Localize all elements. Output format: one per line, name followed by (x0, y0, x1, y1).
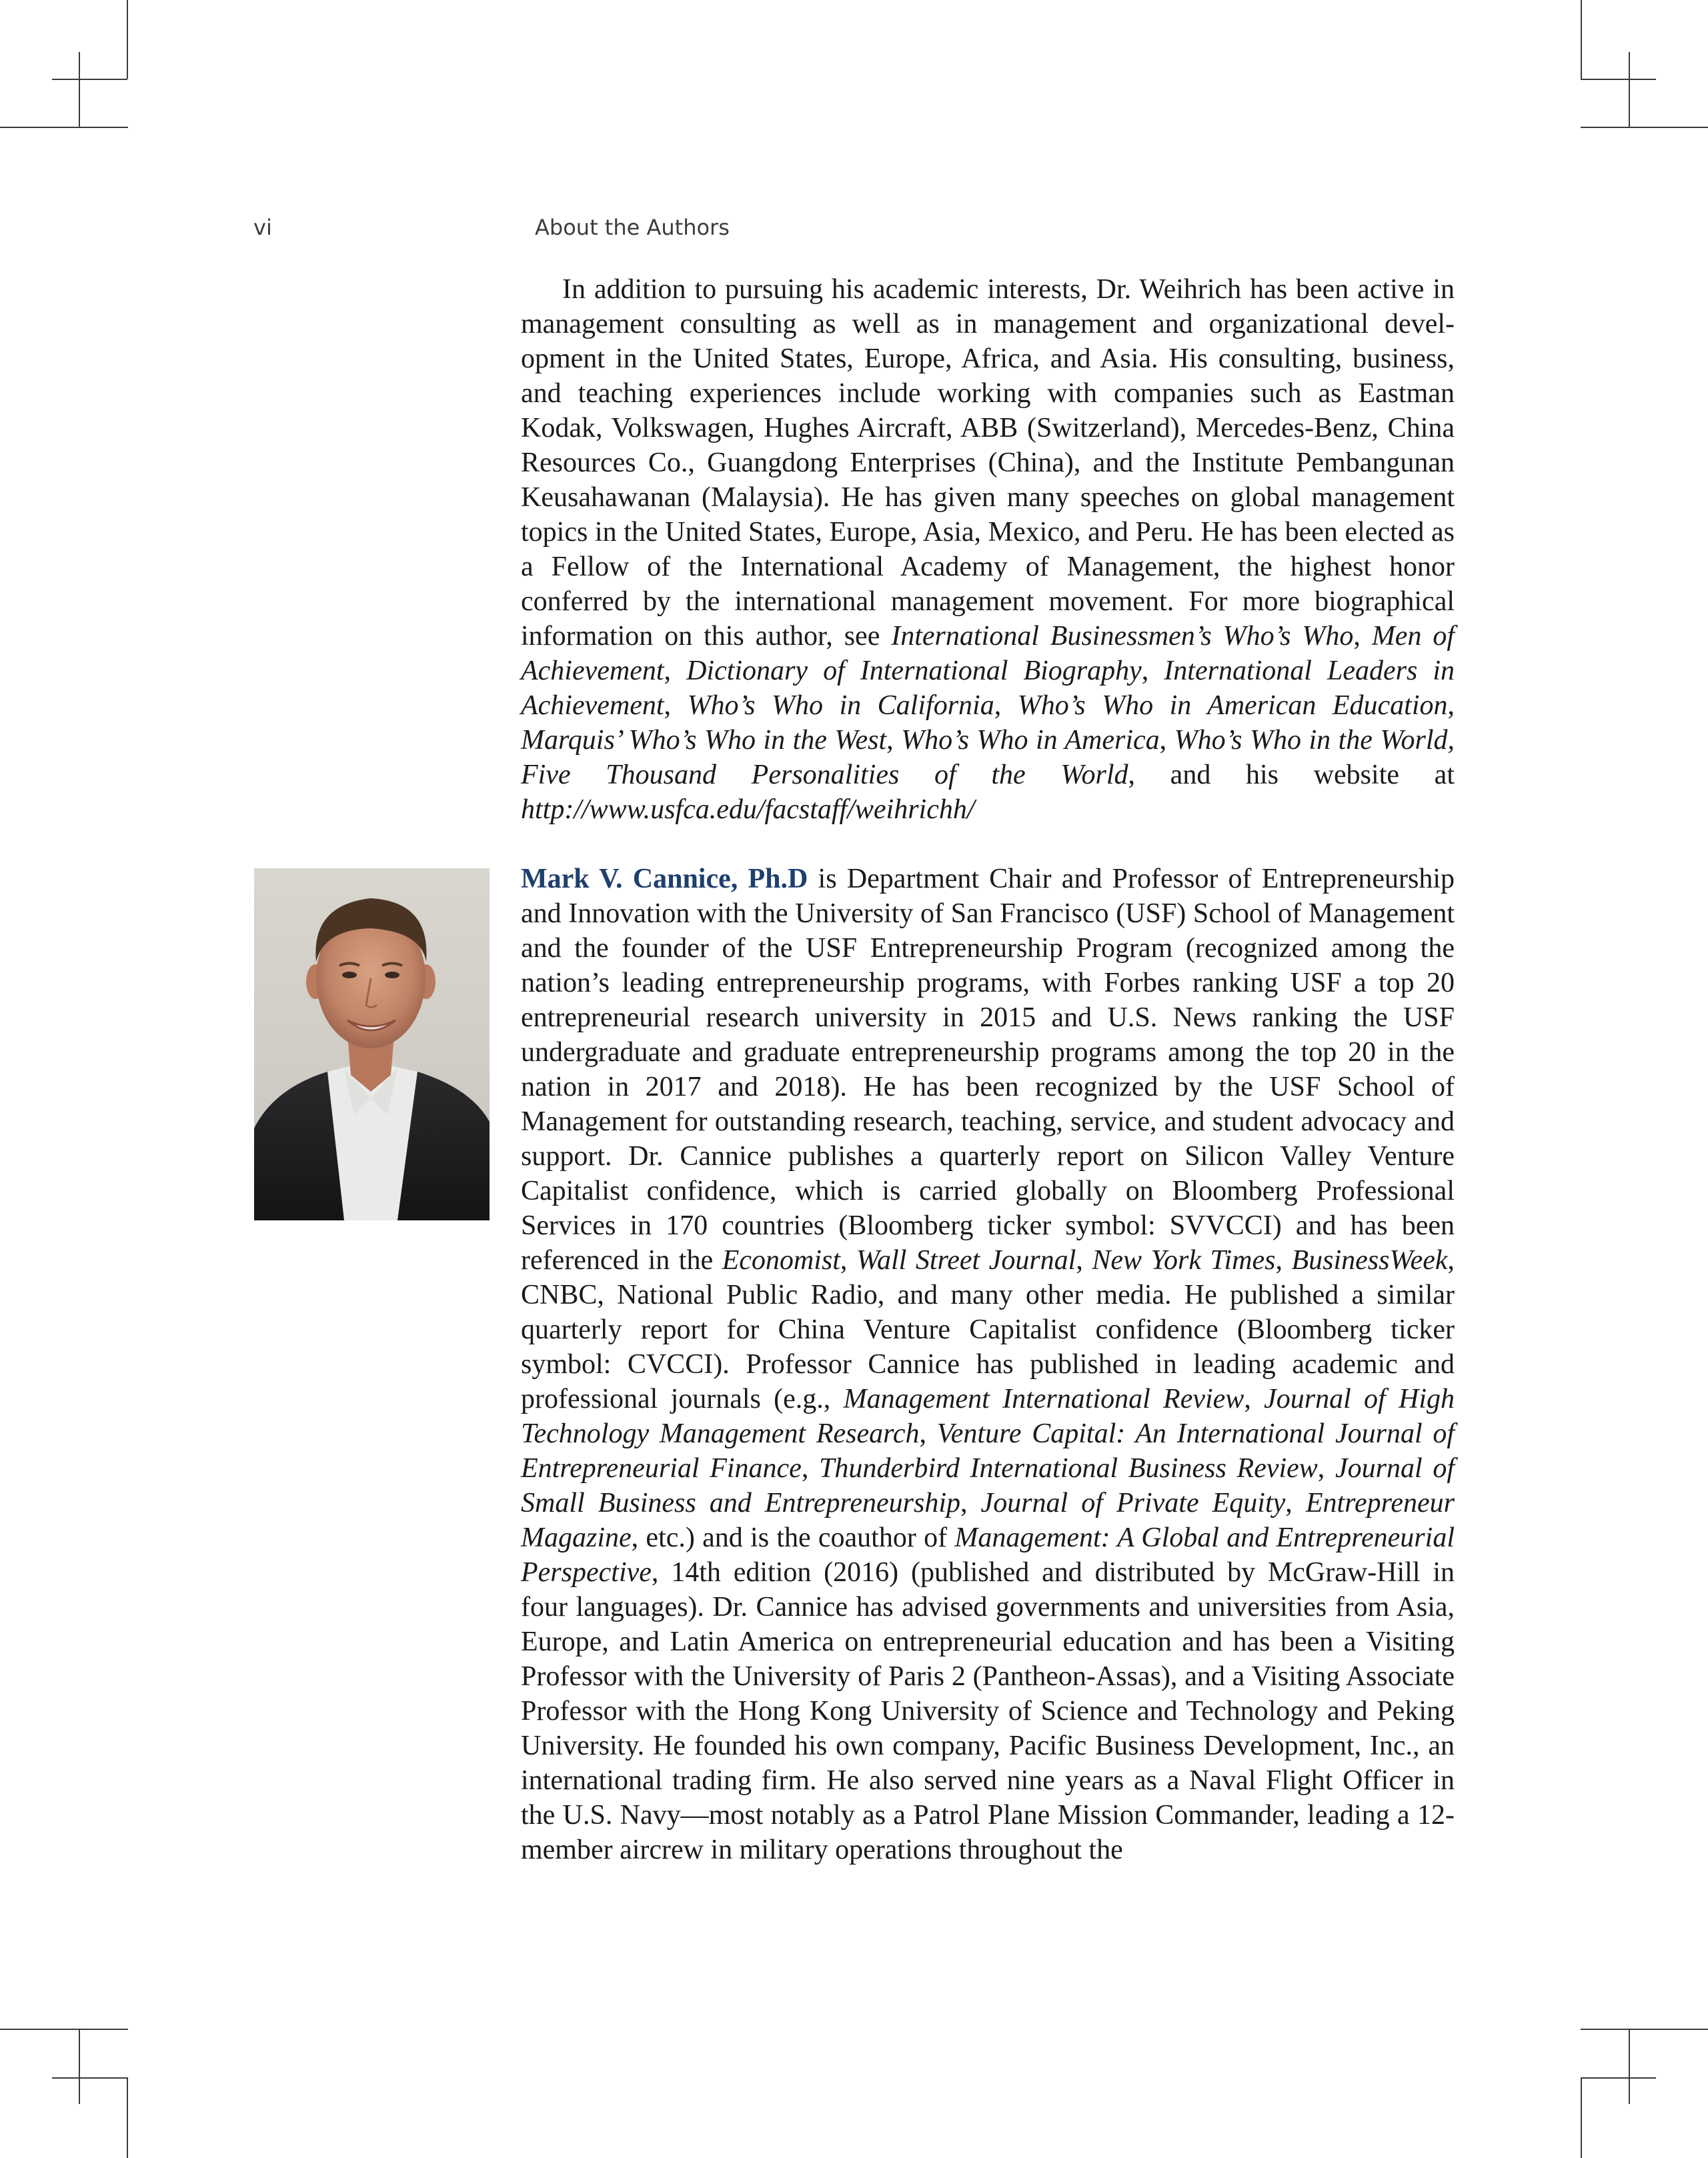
italic-title: Management: A Global and Entrepreneurial Perspective (521, 1522, 1455, 1588)
italic-title: http://www.usfca.edu/facstaff/weihrichh/ (521, 794, 975, 825)
italic-title: Journal of High Technology Management Research (521, 1384, 1455, 1449)
crop-mark (79, 2029, 80, 2104)
italic-title: Dictionary of International Biography (686, 656, 1142, 686)
text-run: , (1317, 1453, 1335, 1484)
text-run: , CNBC, National Public Radio, and many other media. He published a similar quarterly report for China Venture Capitalist confidence (Bloomberg ticker symbol: CVCCI). Professor Cannice has published in leading academic and professional journals (e.g., (521, 1245, 1455, 1414)
italic-title: Venture Capital: An International Journal of Entrepreneurial Finance (521, 1418, 1455, 1484)
text-run: , etc.) and is the coauthor of (631, 1522, 955, 1553)
text-run: , (960, 1488, 981, 1518)
crop-mark (1581, 2077, 1656, 2079)
text-run: , (1285, 1488, 1306, 1518)
author-photo (254, 868, 490, 1220)
italic-title: Entrepreneur Magazine (521, 1488, 1455, 1553)
text-run: , (1159, 725, 1174, 756)
italic-title: BusinessWeek (1291, 1245, 1448, 1276)
crop-mark (1629, 2029, 1630, 2104)
crop-mark (52, 79, 127, 80)
page-number: vi (253, 215, 272, 240)
text-run: is Department Chair and Professor of Entrepreneurship and Innovation with the University of San Francisco (USF) School of Management and the founder of the USF Entrepreneurship Program (recognized among the nation’s leading entrepreneurship programs, with Forbes ranking USF a top 20 entrepreneurial research university in 2015 and U.S. News ranking the USF undergraduate and graduate entrepreneurship programs among the top 20 in the nation in 2017 and 2018). He has been recognized by the USF School of Management for outstanding research, teaching, service, and student advocacy and support. Dr. Cannice publishes a quarterly report on Silicon Valley Venture Capitalist confidence, which is carried globally on Bloomberg Professional Services in 170 countries (Bloomberg ticker symbol: SVVCCI) and has been referenced in the (521, 864, 1455, 1276)
italic-title: Management International Review (843, 1384, 1244, 1414)
italic-title: International Businessmen’s Who’s Who (891, 621, 1354, 652)
text-run: , (919, 1418, 937, 1449)
text-run: In addition to pursuing his academic interests, Dr. Weihrich has been active in management consulting as well as in management and organizational devel-opment in the United States, Europe, Africa, and Asia. His consulting, business, and teaching experiences include working with companies such as Eastman Kodak, Volkswagen, Hughes Aircraft, ABB (Switzerland), Mercedes-Benz, China Resources Co., Guangdong Enterprises (China), and the Institute Pembangunan Keusahawanan (Malaysia). He has given many speeches on global management topics in the United States, Europe, Asia, Mexico, and Peru. He has been elected as a Fellow of the International Academy of Management, the highest honor conferred by the international management movement. For more biographical information on this author, see (521, 274, 1455, 652)
text-run: , (664, 656, 687, 686)
text-run: , (840, 1245, 856, 1276)
crop-mark (127, 2077, 128, 2158)
italic-title: Economist (722, 1245, 840, 1276)
italic-title: New York Times (1092, 1245, 1276, 1276)
crop-mark (79, 52, 80, 127)
italic-title: Men of Achievement (521, 621, 1455, 686)
italic-title: Journal of Private Equity (980, 1488, 1286, 1518)
italic-title: Marquis’ Who’s Who in the West (521, 725, 887, 756)
author-portrait-image (254, 868, 490, 1220)
text-run: , and his website at (1128, 760, 1455, 790)
text-run: , (994, 690, 1018, 721)
text-run: , 14th edition (2016) (published and distributed by McGraw-Hill in four languages). Dr. Cannice has advised governments and universities from Asia, Europe, and Latin America on entrepreneurial education and has been a Visiting Professor with the University of Paris 2 (Pantheon-Assas), and a Visiting Associate Professor with the Hong Kong University of Science and Technology and Peking University. He founded his own company, Pacific Business Development, Inc., an international trading firm. He also served nine years as a Naval Flight Officer in the U.S. Navy—most notably as a Patrol Plane Mission Commander, leading a 12-member aircrew in military operations throughout the (521, 1557, 1455, 1865)
biography-paragraph-cannice (521, 862, 1455, 1867)
crop-mark (1581, 127, 1708, 128)
running-head: About the Authors (535, 215, 730, 240)
italic-title: Who’s Who in American Education (1017, 690, 1448, 721)
crop-mark (1629, 52, 1630, 127)
italic-title: Journal of Small Business and Entrepreneurship (521, 1453, 1455, 1518)
text-run: , (1447, 690, 1455, 721)
text-run: , (801, 1453, 820, 1484)
italic-title: Wall Street Journal (856, 1245, 1076, 1276)
italic-title: Who’s Who in America (901, 725, 1160, 756)
italic-title: Who’s Who in California (687, 690, 994, 721)
crop-mark (0, 127, 128, 128)
text-run: , (1141, 656, 1164, 686)
biography-paragraph-weihrich (521, 272, 1455, 827)
crop-mark (52, 2077, 127, 2079)
text-run: , (664, 690, 688, 721)
author-name: Mark V. Cannice, Ph.D (521, 864, 808, 894)
italic-title: Who’s Who in the World, Five Thousand Personalities of the World (521, 725, 1455, 790)
crop-mark (1581, 0, 1582, 79)
text-run: , (1275, 1245, 1292, 1276)
italic-title: Thunderbird International Business Review (819, 1453, 1318, 1484)
crop-mark (1581, 79, 1656, 80)
text-run: , (1076, 1245, 1092, 1276)
crop-mark (1581, 2029, 1708, 2030)
italic-title: International Leaders in Achievement (521, 656, 1455, 721)
crop-mark (1581, 2077, 1582, 2158)
text-run: , (886, 725, 902, 756)
crop-mark (0, 2029, 128, 2030)
text-run: , (1244, 1384, 1264, 1414)
crop-mark (127, 0, 128, 79)
text-run: , (1353, 621, 1372, 652)
